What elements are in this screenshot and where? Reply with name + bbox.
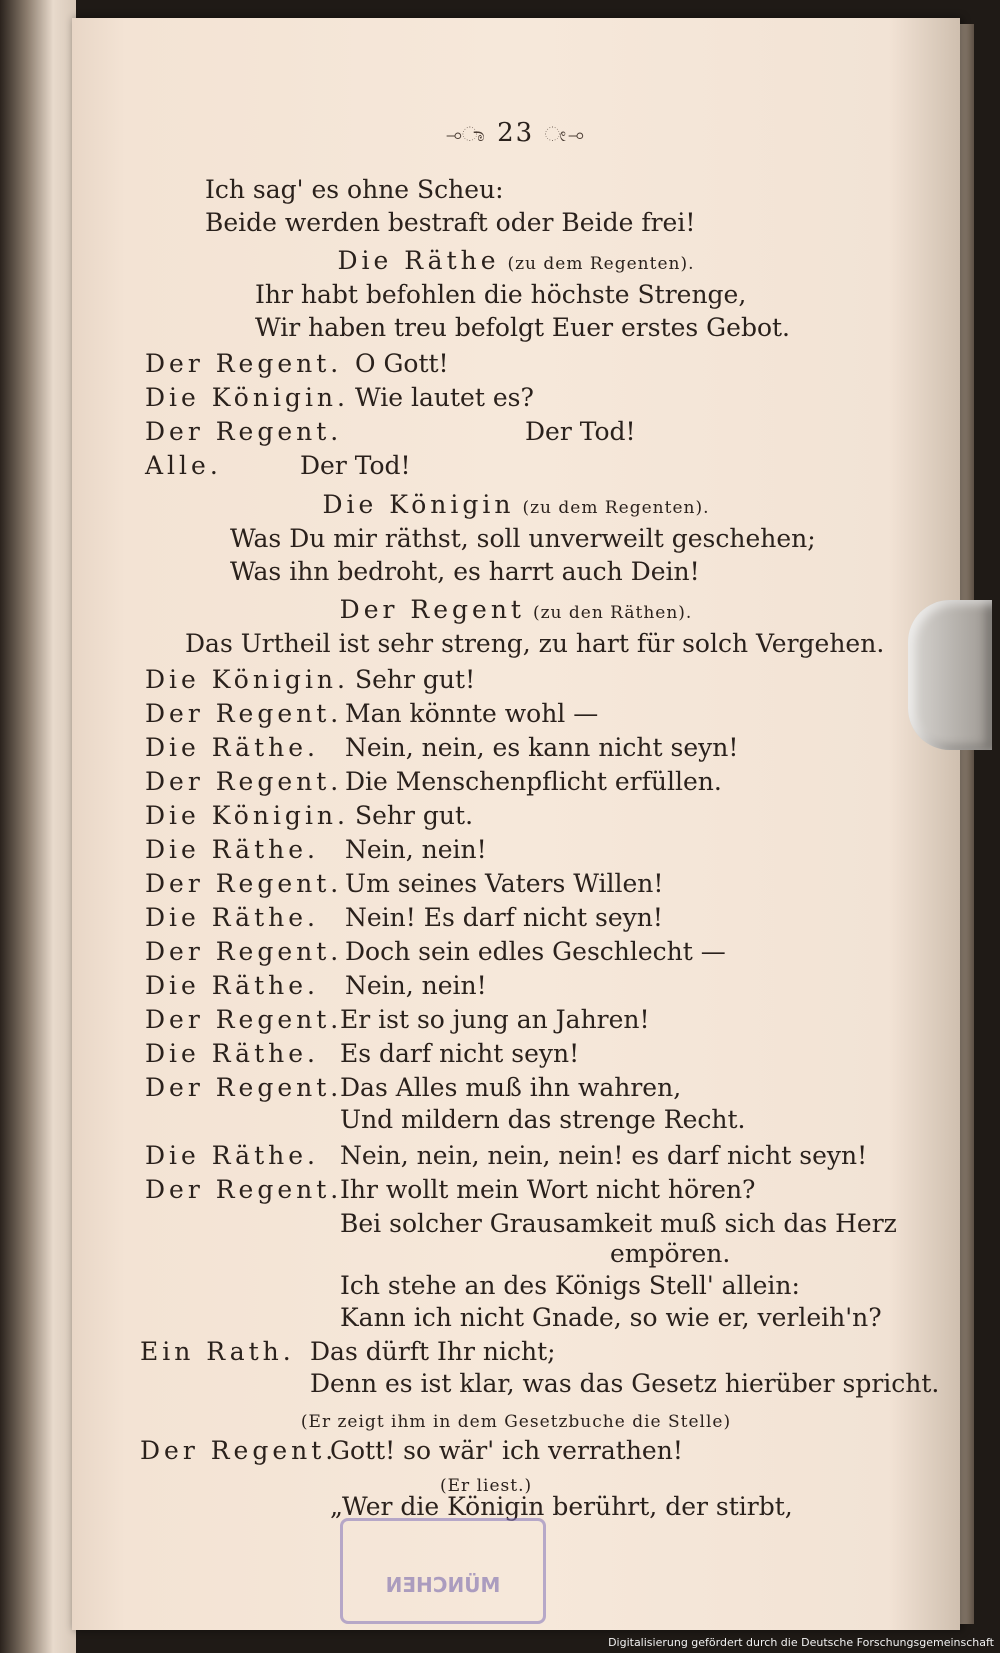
- dialogue-line: Der Regent.: [145, 699, 343, 728]
- dialogue-text: Das Alles muß ihn wahren,: [340, 1073, 682, 1102]
- text-line: Ihr habt befohlen die höchste Strenge,: [255, 280, 747, 309]
- dialogue-line: Der Regent.: [145, 417, 343, 446]
- text-line: Kann ich nicht Gnade, so wie er, verleih'n?: [340, 1303, 882, 1332]
- dialogue-line: Ein Rath.: [140, 1337, 295, 1366]
- speaker-heading: Die Königin (zu dem Regenten).: [322, 490, 710, 519]
- dialogue-line: Die Räthe.: [145, 903, 319, 932]
- dialogue-text: Es darf nicht seyn!: [340, 1039, 580, 1068]
- ornament-left-icon: ⊸ಾ: [445, 122, 487, 146]
- dialogue-text: Nein, nein!: [345, 835, 487, 864]
- dialogue-line: Alle.: [145, 451, 222, 480]
- page-clip: [908, 600, 992, 750]
- text-line: Ich sag' es ohne Scheu:: [205, 175, 504, 204]
- dialogue-text: Nein, nein!: [345, 971, 487, 1000]
- stage-direction: (Er zeigt ihm in dem Gesetzbuche die Stelle): [300, 1412, 732, 1432]
- page-number: 23: [497, 118, 535, 148]
- dialogue-text: Sehr gut.: [355, 801, 474, 830]
- dialogue-line: Die Räthe.: [145, 733, 319, 762]
- dialogue-text: Nein, nein, es kann nicht seyn!: [345, 733, 739, 762]
- speaker-heading: Der Regent (zu den Räthen).: [339, 595, 693, 624]
- dialogue-text: Gott! so wär' ich verrathen!: [330, 1436, 683, 1465]
- dialogue-line: Der Regent.: [145, 349, 343, 378]
- dialogue-text: Die Menschenpflicht erfüllen.: [345, 767, 722, 796]
- text-line: Wir haben treu befolgt Euer erstes Gebot.: [255, 313, 790, 342]
- dialogue-line: Die Königin.: [145, 801, 349, 830]
- dialogue-line: Der Regent.: [145, 937, 343, 966]
- book-page: [72, 18, 960, 1630]
- book-spine: [0, 0, 76, 1653]
- footer-credit: Digitalisierung gefördert durch die Deutsche Forschungsgemeinschaft: [608, 1636, 994, 1649]
- dialogue-line: Der Regent.: [145, 767, 343, 796]
- text-line: Bei solcher Grausamkeit muß sich das Herz: [340, 1209, 897, 1238]
- text-line: Das Urtheil ist sehr streng, zu hart für solch Vergehen.: [185, 629, 885, 658]
- text-line: Denn es ist klar, was das Gesetz hierüber spricht.: [310, 1369, 940, 1398]
- dialogue-line: Die Räthe.: [145, 1141, 319, 1170]
- dialogue-text: Das dürft Ihr nicht;: [310, 1337, 556, 1366]
- dialogue-text: Der Tod!: [300, 451, 411, 480]
- dialogue-line: Der Regent.: [140, 1436, 338, 1465]
- library-stamp: MÜNCHEN: [340, 1518, 546, 1624]
- text-line: Was Du mir räthst, soll unverweilt geschehen;: [230, 524, 816, 553]
- text-line: „Wer die Königin berührt, der stirbt,: [330, 1492, 793, 1521]
- text-line: Was ihn bedroht, es harrt auch Dein!: [230, 557, 700, 586]
- stage-direction: (Er liest.): [440, 1476, 533, 1496]
- dialogue-line: Der Regent.: [145, 1005, 343, 1034]
- dialogue-text: Nein, nein, nein, nein! es darf nicht seyn!: [340, 1141, 868, 1170]
- dialogue-text: Nein! Es darf nicht seyn!: [345, 903, 663, 932]
- text-line: Ich stehe an des Königs Stell' allein:: [340, 1271, 800, 1300]
- dialogue-line: Der Regent.: [145, 1073, 343, 1102]
- page-header: [72, 118, 960, 148]
- dialogue-text: Sehr gut!: [355, 665, 476, 694]
- text-line: Beide werden bestraft oder Beide frei!: [205, 208, 696, 237]
- dialogue-line: Die Königin.: [145, 383, 349, 412]
- dialogue-text: Er ist so jung an Jahren!: [340, 1005, 650, 1034]
- dialogue-text: O Gott!: [355, 349, 449, 378]
- dialogue-text: Um seines Vaters Willen!: [345, 869, 664, 898]
- dialogue-text: Doch sein edles Geschlecht —: [345, 937, 726, 966]
- dialogue-line: Die Räthe.: [145, 1039, 319, 1068]
- text-line: Und mildern das strenge Recht.: [340, 1105, 746, 1134]
- dialogue-text: Man könnte wohl —: [345, 699, 599, 728]
- dialogue-line: Der Regent.: [145, 1175, 343, 1204]
- speaker-heading: Die Räthe (zu dem Regenten).: [337, 246, 695, 275]
- dialogue-text: Ihr wollt mein Wort nicht hören?: [340, 1175, 756, 1204]
- dialogue-text: Wie lautet es?: [355, 383, 534, 412]
- text-line: empören.: [610, 1239, 731, 1268]
- dialogue-line: Die Räthe.: [145, 971, 319, 1000]
- dialogue-line: Der Regent.: [145, 869, 343, 898]
- ornament-right-icon: ೕ⊸: [544, 122, 587, 146]
- dialogue-text: Der Tod!: [525, 417, 636, 446]
- page-edges: [960, 24, 974, 1624]
- dialogue-line: Die Räthe.: [145, 835, 319, 864]
- dialogue-line: Die Königin.: [145, 665, 349, 694]
